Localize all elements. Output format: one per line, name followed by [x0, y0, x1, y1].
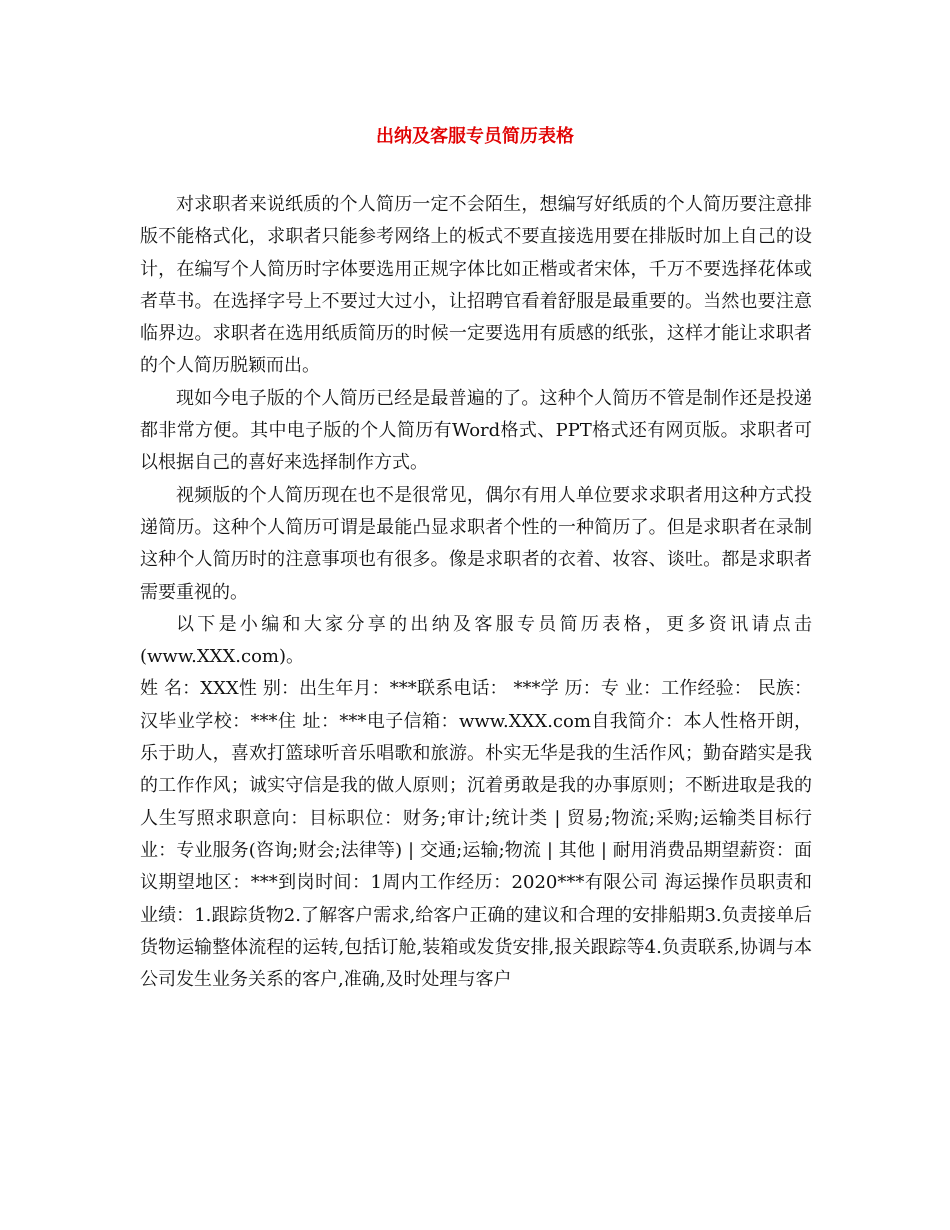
document-title: 出纳及客服专员简历表格: [376, 126, 574, 147]
paragraph-share-intro: 以下是小编和大家分享的出纳及客服专员简历表格，更多资讯请点击(www.XXX.com)。: [140, 613, 812, 668]
paragraph-video-resume: 视频版的个人简历现在也不是很常见，偶尔有用人单位要求求职者用这种方式投递简历。这种个人简历可谓是最能凸显求职者个性的一种简历了。但是求职者在录制这种个人简历时的注意事项也有很多。像是求职者的衣着、妆容、谈吐。都是求职者需要重视的。: [140, 484, 812, 603]
paragraph-paper-resume: 对求职者来说纸质的个人简历一定不会陌生，想编写好纸质的个人简历要注意排版不能格式化，求职者只能参考网络上的板式不要直接选用要在排版时加上自己的设计，在编写个人简历时字体要选用正规字体比如正楷或者宋体，千万不要选择花体或者草书。在选择字号上不要过大过小，让招聘官看着舒服是最重要的。当然也要注意临界边。求职者在选用纸质简历的时候一定要选用有质感的纸张，这样才能让求职者的个人简历脱颖而出。: [140, 194, 812, 377]
paragraph-electronic-resume: 现如今电子版的个人简历已经是最普遍的了。这种个人简历不管是制作还是投递都非常方便。其中电子版的个人简历有Word格式、PPT格式还有网页版。求职者可以根据自己的喜好来选择制作方式。: [140, 387, 812, 474]
paragraph-resume-details: 姓 名：XXX性 别：出生年月：***联系电话： ***学 历：专 业：工作经验： 民族：汉毕业学校：***住 址：***电子信箱：www.XXX.com自我简介：本人性格开朗，乐于助人，喜欢打篮球听音乐唱歌和旅游。朴实无华是我的生活作风；勤奋踏实是我的工作作风；诚实守信是我的做人原则；沉着勇敢是我的办事原则；不断进取是我的人生写照求职意向：目标职位：财务;审计;统计类 | 贸易;物流;采购;运输类目标行业：专业服务(咨询;财会;法律等) | 交通;运输;物流 | 其他 | 耐用消费品期望薪资：面议期望地区：***到岗时间：1周内工作经历：2020***有限公司 海运操作员职责和业绩：1.跟踪货物2.了解客户需求,给客户正确的建议和合理的安排船期3.负责接单后货物运输整体流程的运转,包括订舱,装箱或发货安排,报关跟踪等4.负责联系,协调与本公司发生业务关系的客户,准确,及时处理与客户: [140, 678, 812, 991]
document-body: [140, 189, 812, 996]
